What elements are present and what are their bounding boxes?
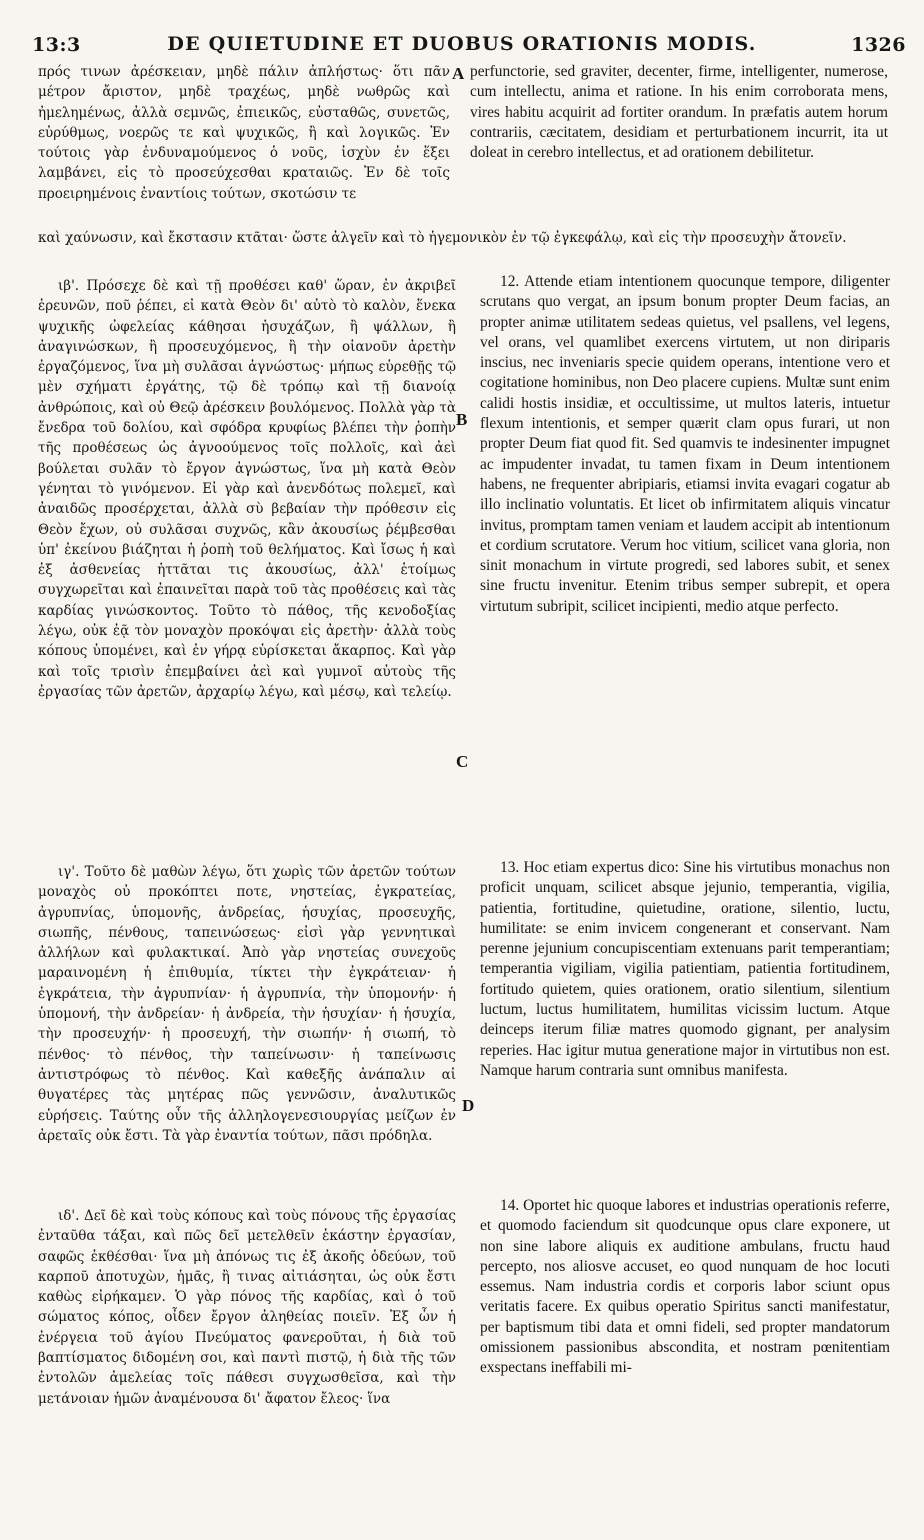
page-header xyxy=(0,0,924,60)
page-number-left: 13:3 xyxy=(32,34,81,56)
section-marker-a: A xyxy=(452,64,465,83)
section-marker-c: C xyxy=(456,752,469,771)
latin-paragraph-text: 13. Hoc etiam expertus dico: Sine his virtutibus monachus non proficit unquam, scilicet absque jejunio, temperantia, vigilia, patientia, fortitudine, quietudine, oratione, silentio, luctu, humilitate: se enim invicem congenerant et conservant. Nam perenne jejunium concupiscentiam extenuans parit temperantiam; temperantia vigiliam, vigilia patientiam, patientia fortitudinem, fortitudo quietem, quies orationem, oratio silentium, silentium luctum, luctus humilitatem, humilitas vicissim luctum. Atque deinceps iterum filiæ matres quomodo gignant, per analysim reperies. Hac igitur mutua generatione major in virtutibus non est. Namque harum contraria sunt omnibus manifesta. xyxy=(480,859,890,1079)
latin-paragraph-13 xyxy=(480,858,890,1081)
greek-wide-line xyxy=(38,228,884,248)
section-marker-d: D xyxy=(462,1096,475,1115)
greek-paragraph-text: ιδ'. Δεῖ δὲ καὶ τοὺς κόπους καὶ τοὺς πόνους τῆς ἐργασίας ἐνταῦθα τάξαι, καὶ πῶς δεῖ μετελθεῖν ἑκάστην ἐργασίαν, σαφῶς ἐκθέσθαι· ἵνα μὴ ἀπόνως τις ἐξ ἀκοῆς ὁδεύων, τοῦ καρποῦ ἀποτυχὼν, ἡμᾶς, ἢ τινας αἰτιάσηται, ὡς οὐκ ἔστι καθὼς εἰρήκαμεν. Ὁ γὰρ πόνος τῆς καρδίας, καὶ ὁ τοῦ σώματος κόπος, οἶδεν ἔργον ἀληθείας ποιεῖν. Ἐξ ὧν ἡ ἐνέργεια τοῦ ἁγίου Πνεύματος φανεροῦται, ἡ διὰ τοῦ βαπτίσματος διδομένη σοι, καὶ παντὶ πιστῷ, ἡ διὰ τῆς τῶν ἐντολῶν ἀμελείας τοῖς πάθεσι συγχωσθεῖσα, καὶ τὴν μετάνοιαν ἡμῶν ἀναμένουσα δι' ἄφατον ἔλεος· ἵνα xyxy=(38,1208,456,1407)
latin-paragraph-text: 14. Oportet hic quoque labores et industrias operationis referre, et quomodo faciendum sit quodcunque opus clare exponere, ut non sine labore aliquis ex auditione ambulans, fructu haud percepto, nos aliosve accuset, eo quod nunquam de hoc locuti essemus. Nam industria cordis et corporis labor sciunt opus veritatis facere. Ex quibus operatio Spiritus sancti manifestatur, per baptismum tibi data et omni fideli, sed propter mandatorum omissionem passionibus abscondita, et nostram pœnitentiam exspectans ineffabili mi- xyxy=(480,1197,890,1377)
latin-column-top xyxy=(470,62,888,163)
greek-paragraph-text: ιγ'. Τοῦτο δὲ μαθὼν λέγω, ὅτι χωρὶς τῶν ἀρετῶν τούτων μοναχὸς οὐ προκόπτει ποτε, νηστείας, ἐγκρατείας, ἀγρυπνίας, ὑπομονῆς, ἀνδρείας, ἡσυχίας, προσευχῆς, σιωπῆς, πένθους, ταπεινώσεως· εἰσὶ γὰρ γεννητικαὶ ἀλλήλων καὶ φυλακτικαί. Ἀπὸ γὰρ νηστείας συνεχοῦς μαραινομένη ἡ ἐπιθυμία, τίκτει τὴν ἐγκράτειαν· ἡ ἐγκράτεια, τὴν ἀγρυπνίαν· ἡ ἀγρυπνία, τὴν ὑπομονήν· ἡ ὑπομονή, τὴν ἀνδρείαν· ἡ ἀνδρεία, τὴν ἡσυχίαν· ἡ ἡσυχία, τὴν προσευχήν· ἡ προσευχή, τὴν σιωπήν· ἡ σιωπή, τὸ πένθος· τὸ πένθος, τὴν ταπείνωσιν· ἡ ταπείνωσις ἀντιστρόφως τὸ πένθος. Καὶ καθεξῆς ἀνάπαλιν αἱ θυγατέρες τὰς μητέρας πῶς γεννῶσιν, ἀναλυτικῶς εὑρήσεις. Ταύτης οὖν τῆς ἀλληλογενεσιουργίας μείζων ἐν ἀρεταῖς οὐκ ἔστι. Τὰ γὰρ ἐναντία τούτων, πᾶσι πρόδηλα. xyxy=(38,864,456,1144)
greek-paragraph-text: ιβ'. Πρόσεχε δὲ καὶ τῇ προθέσει καθ' ὥραν, ἐν ἀκριβεῖ ἐρευνῶν, ποῦ ῥέπει, εἰ κατὰ Θεὸν δι' αὐτὸ τὸ καλὸν, ἕνεκα ψυχικῆς ὠφελείας κάθησαι ἡσυχάζων, ἢ ψάλλων, ἢ ἀναγινώσκων, ἢ προσευχόμενος, ἢ τὴν οἱανοῦν ἀρετὴν ἐργαζόμενος, ἵνα μὴ συλᾶσαι ἀγνώστως· μήπως εὑρεθῇς τῷ μὲν σχήματι ἐργάτης, τῷ δὲ τρόπῳ καὶ τῇ διανοίᾳ ἀνθρώποις, καὶ οὐ Θεῷ ἀρέσκειν βουλόμενος. Πολλὰ γὰρ τὰ ἔνεδρα τοῦ δολίου, καὶ σφόδρα κρυφίως βλέπει τὴν ῥοπὴν τῆς προθέσεως ὡς ἀγνοούμενος τοῖς πολλοῖς, καὶ ἀεὶ βούλεται συλᾶν τὸ ἔργον ἀγνώστως, ἵνα μὴ κατὰ Θεὸν γένηται τὸ γινόμενον. Εἰ γὰρ καὶ ἀνενδότως πολεμεῖ, καὶ ἀναιδῶς προσέρχεται, ἀλλὰ σὺ βεβαίαν τὴν πρόθεσιν εἰς Θεὸν ἔχων, οὐ συλᾶσαι συχνῶς, κἂν ἀκουσίως ῥέμβεσθαι ὑπ' ἐκείνου βιάζηται ἡ ῥοπὴ τοῦ θελήματος. Καὶ ἴσως ἡ καὶ ἐξ ἀσθενείας ἡττᾶται τις ἀκουσίως, ἀλλ' ἑτοίμως συγχωρεῖται καὶ ἐπαινεῖται παρὰ τοῦ τὰς προθέσεις καὶ τὰς καρδίας γινώσκοντος. Τοῦτο τὸ πάθος, τῆς κενοδοξίας λέγω, οὐκ ἐᾷ τὸν μοναχὸν προκόψαι εἰς ἀρετὴν· ἀλλὰ τοὺς κόπους ὑπομένει, καὶ ἐν γήρᾳ εὑρίσκεται ἄκαρπος. Καὶ γὰρ καὶ τοῖς τρισὶν ἐπεμβαίνει ἀεὶ καὶ γυμνοῖ αὐτοὺς τῆς ἐργασίας τῶν ἀρετῶν, ἀρχαρίῳ λέγω, καὶ μέσῳ, καὶ τελείῳ. xyxy=(38,278,456,700)
latin-text-top: perfunctorie, sed graviter, decenter, firme, intelligenter, numerose, cum intellectu, anima et ratione. In his enim corroborata mens, vires habitu acquirit ad fortiter orandum. In præfatis autem horum contrariis, cæcitatem, desidiam et perturbationem incurrit, ita ut doleat in cerebro intellectus, et ad orationem debilitetur. xyxy=(470,63,888,162)
running-title: DE QUIETUDINE ET DUOBUS ORATIONIS MODIS. xyxy=(167,33,757,55)
greek-column-top xyxy=(38,62,450,204)
latin-paragraph-text: 12. Attende etiam intentionem quocunque tempore, diligenter scrutans quo vergat, an ipsum bonum propter Deum facias, an propter animæ utilitatem sedeas quietus, vel psallens, vel legens, vel orans, vel quamlibet exercens virtutem, ut non diriparis inscius, nec inveniaris specie quidem operans, intentione vero et cogitatione hominibus, non Deo placere cupiens. Multæ sunt enim calidi hostis insidiæ, et occultissime, ut multos lateris, intuetur flexum intentionis, et semper quærit clam opus furari, ut non propter Deum fiat quod fit. Sed quamvis te indesinenter impugnet ac impudenter invadat, tu tamen fixam in Deum intentionem habens, ne frequenter abripiaris, etiamsi invita evagari cogatur ab illo inclinatio voluntatis. Et licet ob infirmitatem aliquis vincatur invitus, promptam tamen veniam et laudem accipit ab intentionum et cordium scrutatore. Verum hoc vitium, scilicet vana gloria, non sinit monachum in virtute progredi, sed labores subit, et senex sine fructu invenitur. Etenim tribus semper subrepit, et opera virtutum subripit, scilicet incipienti, medio atque perfecto. xyxy=(480,273,890,615)
greek-wide-text: καὶ χαύνωσιν, καὶ ἔκστασιν κτᾶται· ὥστε ἀλγεῖν καὶ τὸ ἡγεμονικὸν ἐν τῷ ἐγκεφάλῳ, καὶ εἰς τὴν προσευχὴν ἄτονεῖν. xyxy=(38,230,847,246)
greek-paragraph-14 xyxy=(38,1206,456,1409)
latin-paragraph-14 xyxy=(480,1196,890,1379)
latin-paragraph-12 xyxy=(480,272,890,617)
greek-text-top: πρός τινων ἀρέσκειαν, μηδὲ πάλιν ἀπλήστως· ὅτι πᾶν μέτρον ἄριστον, μηδὲ τραχέως, μηδὲ νωθρῶς καὶ ἠμελημένως, ἀλλὰ σεμνῶς, ἐπιεικῶς, εὐσταθῶς, συνετῶς, εὐρύθμως, νοερῶς τε καὶ ψυχικῶς, ἢ καὶ λογικῶς. Ἐν τούτοις γὰρ ἐνδυναμούμενος ὁ νοῦς, ἰσχὺν ἐν ἕξει λαμβάνει, εἰς τὸ προσεύχεσθαι κραταιῶς. Ἐν δὲ τοῖς προειρημένοις ἐναντίοις τούτων, σκοτώσιν τε xyxy=(38,64,450,202)
page-number-right: 1326 xyxy=(851,34,906,56)
section-marker-b: B xyxy=(456,410,468,429)
greek-paragraph-13 xyxy=(38,862,456,1146)
greek-paragraph-12 xyxy=(38,276,456,702)
